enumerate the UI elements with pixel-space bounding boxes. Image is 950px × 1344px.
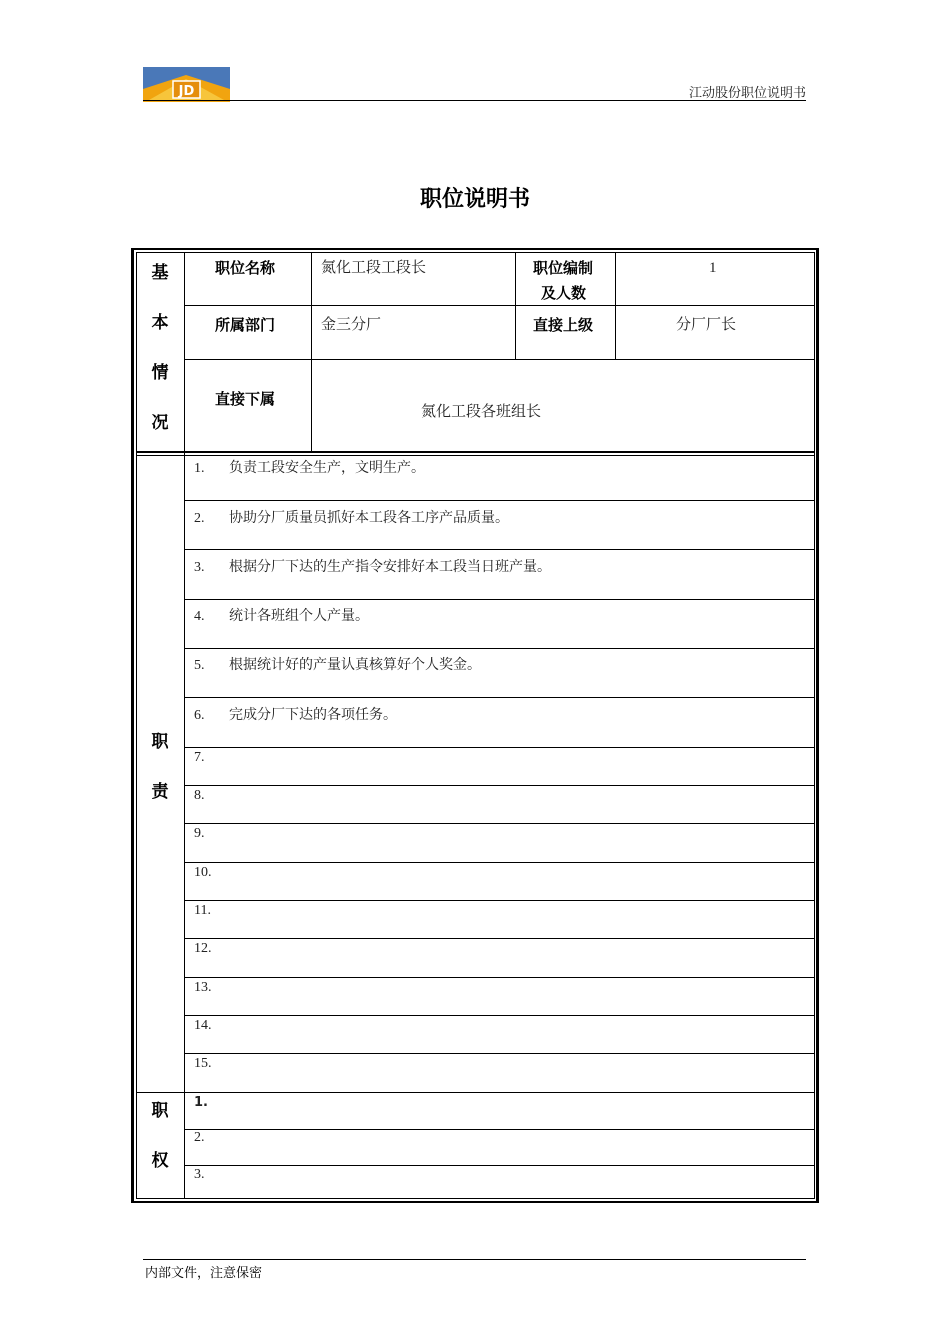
- company-logo: [143, 67, 230, 102]
- footer-text: 内部文件，注意保密: [145, 1265, 263, 1280]
- section-divider: [136, 1092, 815, 1093]
- grid-line: [184, 1165, 815, 1166]
- grid-line: [184, 1053, 815, 1054]
- duty-item: 1. 负责工段安全生产，文明生产。: [194, 461, 425, 476]
- header-title: 江动股份职位说明书: [688, 85, 806, 100]
- authority-item: 2.: [194, 1130, 205, 1145]
- duty-item: 3. 根据分厂下达的生产指令安排好本工段当日班产量。: [194, 560, 551, 575]
- duties-label-1: 职: [151, 732, 169, 752]
- section-divider: [136, 455, 815, 456]
- headcount-label-line1: 职位编制: [533, 259, 594, 277]
- duty-item: 10.: [194, 865, 212, 880]
- authority-item: 1.: [194, 1095, 208, 1110]
- headcount-label-line2: 及人数: [541, 284, 587, 302]
- grid-line: [184, 977, 815, 978]
- supervisor-label: 直接上级: [533, 316, 594, 334]
- grid-line: [311, 252, 312, 451]
- basic-info-label-1: 基: [151, 263, 169, 283]
- basic-info-label-2: 本: [151, 313, 169, 333]
- duty-item: 9.: [194, 826, 205, 841]
- grid-line: [184, 862, 815, 863]
- duty-item: 15.: [194, 1056, 212, 1071]
- duty-item: 11.: [194, 903, 211, 918]
- grid-line: [184, 823, 815, 824]
- duty-item: 7.: [194, 750, 205, 765]
- authority-label-1: 职: [151, 1101, 169, 1121]
- authority-item: 3.: [194, 1167, 205, 1182]
- supervisor-value: 分厂厂长: [676, 317, 737, 333]
- grid-line: [184, 785, 815, 786]
- subordinate-value: 氮化工段各班组长: [421, 404, 542, 420]
- header-divider: [143, 100, 806, 101]
- grid-line: [184, 1015, 815, 1016]
- duty-item: 6. 完成分厂下达的各项任务。: [194, 708, 397, 723]
- duty-item: 12.: [194, 941, 212, 956]
- position-name-label: 职位名称: [215, 259, 276, 277]
- grid-line: [184, 900, 815, 901]
- grid-line: [184, 305, 815, 306]
- document-title: 职位说明书: [419, 187, 530, 212]
- section-label-divider: [184, 252, 185, 1199]
- grid-line: [184, 648, 815, 649]
- duty-item: 4. 统计各班组个人产量。: [194, 609, 369, 624]
- grid-line: [184, 599, 815, 600]
- duty-item: 14.: [194, 1018, 212, 1033]
- duty-item: 13.: [194, 980, 212, 995]
- grid-line: [184, 697, 815, 698]
- duties-label-2: 责: [151, 782, 169, 802]
- grid-line: [184, 500, 815, 501]
- duty-item: 2. 协助分厂质量员抓好本工段各工序产品质量。: [194, 511, 509, 526]
- grid-line: [184, 747, 815, 748]
- subordinate-label: 直接下属: [215, 390, 276, 408]
- basic-info-label-4: 况: [151, 413, 169, 433]
- grid-line: [184, 1129, 815, 1130]
- grid-line: [184, 359, 815, 360]
- authority-label-2: 权: [151, 1151, 169, 1171]
- svg-text:JD: JD: [178, 84, 195, 99]
- grid-line: [184, 938, 815, 939]
- footer-divider: [143, 1259, 806, 1260]
- duty-item: 5. 根据统计好的产量认真核算好个人奖金。: [194, 658, 481, 673]
- department-label: 所属部门: [215, 316, 276, 334]
- basic-info-label-3: 情: [151, 363, 169, 383]
- section-divider: [136, 451, 815, 453]
- department-value: 金三分厂: [321, 317, 382, 333]
- headcount-value: 1: [709, 260, 717, 276]
- position-name-value: 氮化工段工段长: [321, 260, 427, 276]
- duty-item: 8.: [194, 788, 205, 803]
- grid-line: [184, 549, 815, 550]
